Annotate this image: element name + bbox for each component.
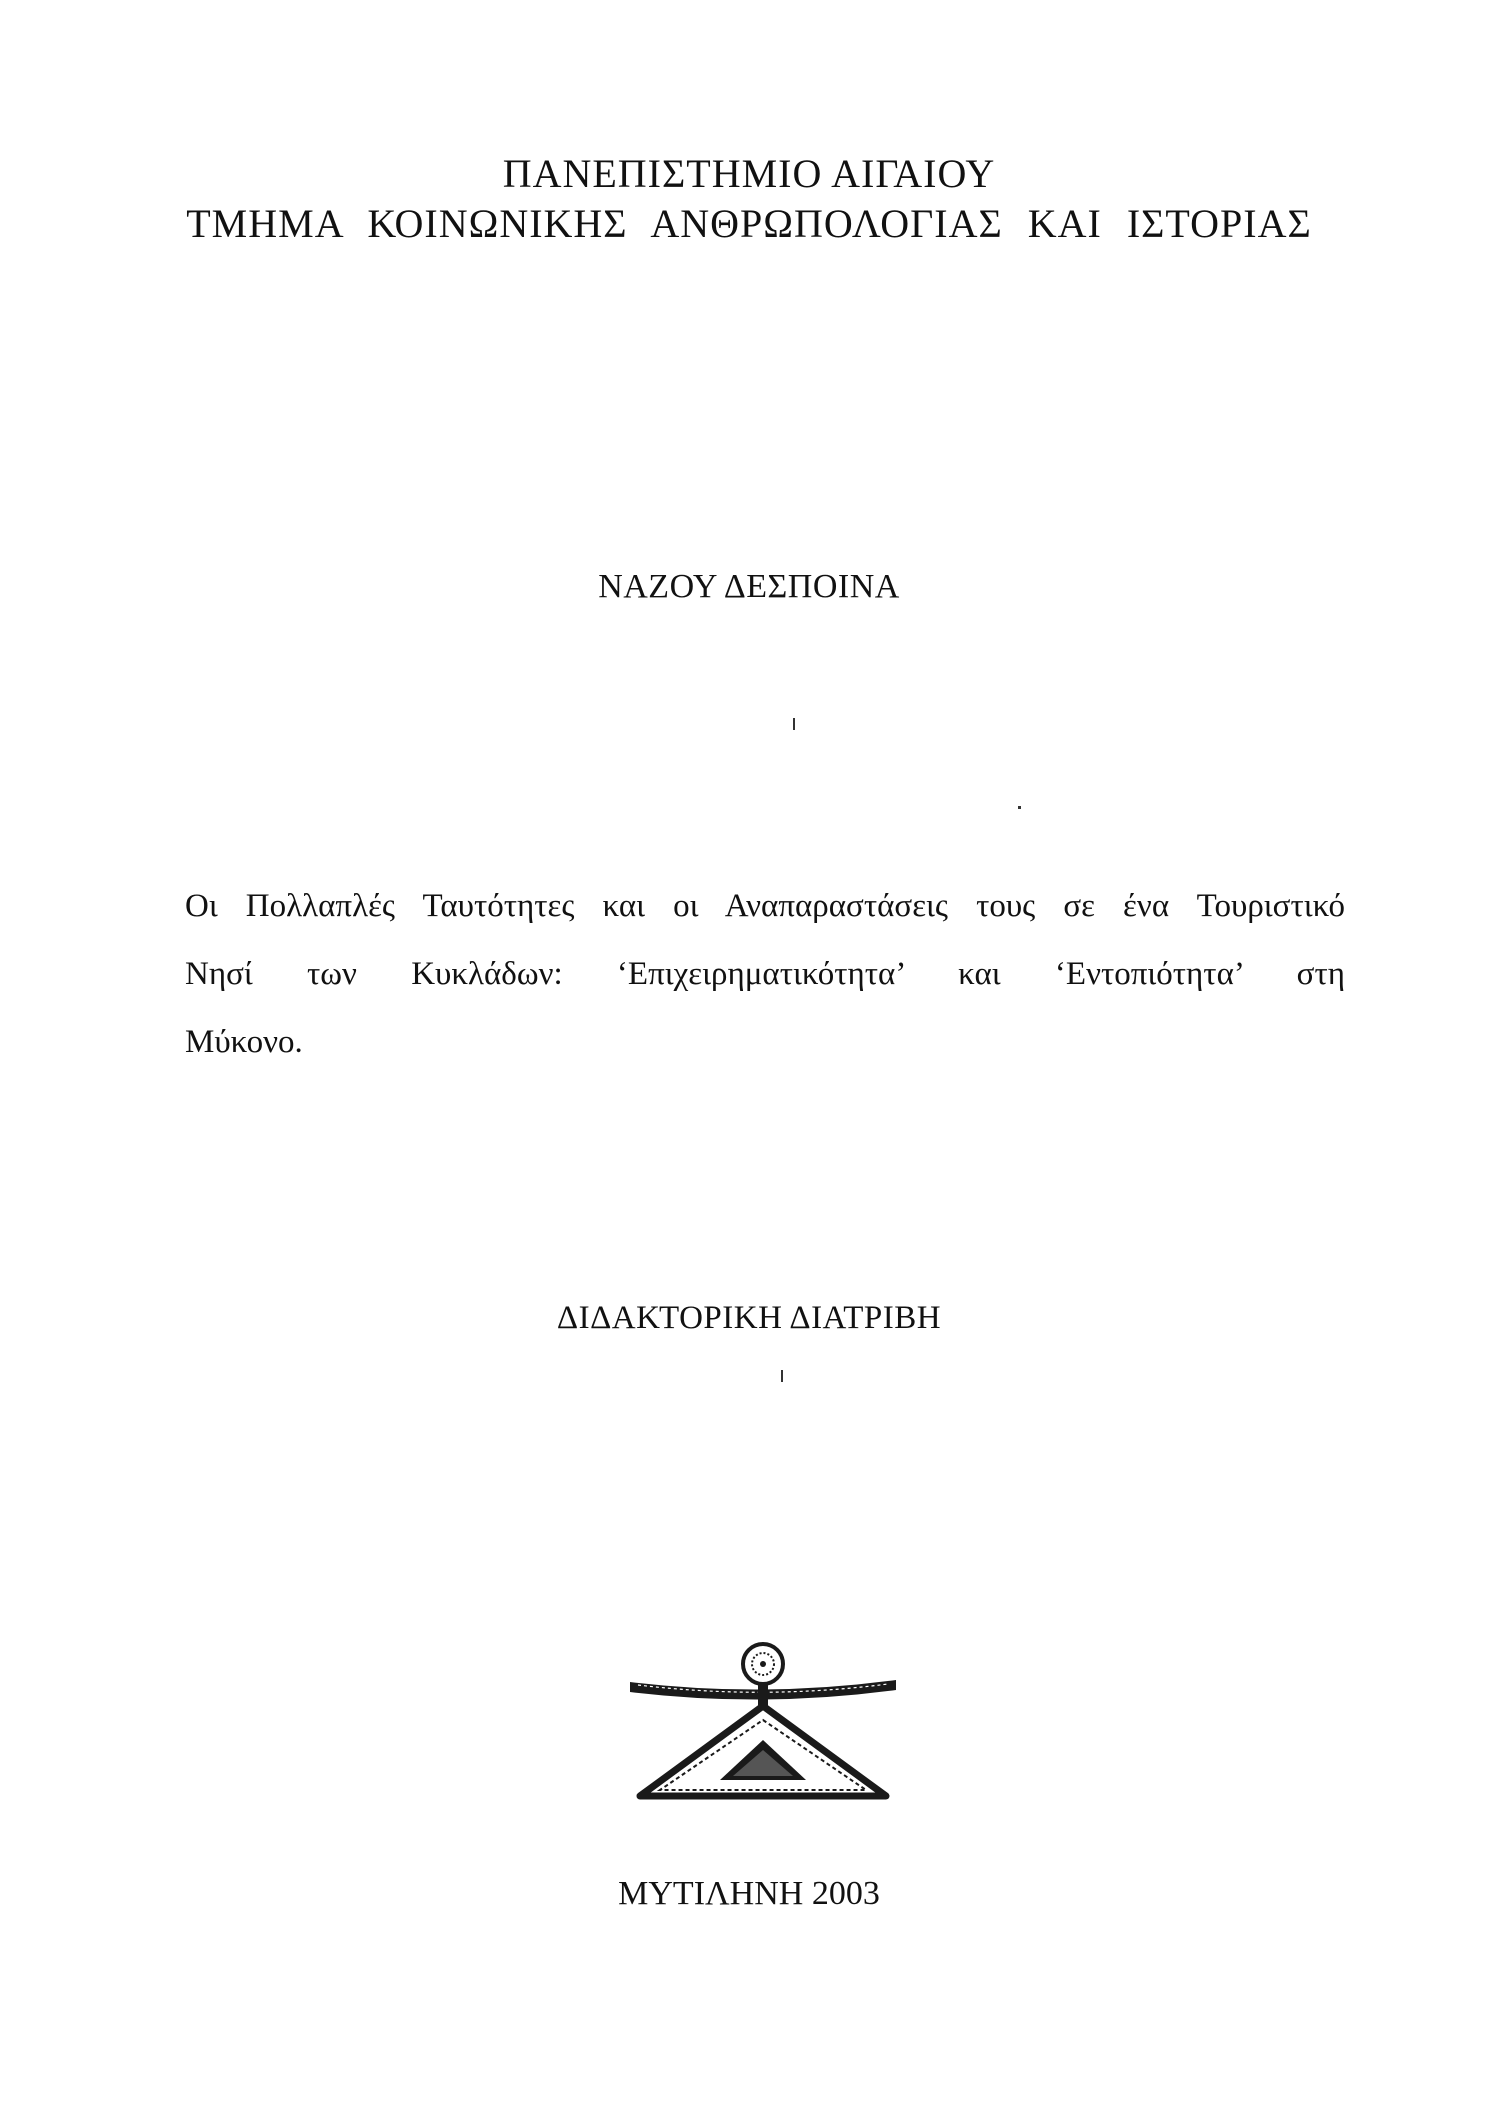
thesis-title (185, 872, 1345, 1076)
scan-speck (793, 718, 795, 730)
author-name: ΝΑΖΟΥ ΔΕΣΠΟΙΝΑ (598, 568, 900, 605)
document-type: ΔΙΔΑΚΤΟΡΙΚΗ ΔΙΑΤΡΙΒΗ (556, 1300, 942, 1336)
thesis-title-line: Μύκονο. (185, 1024, 303, 1060)
thesis-title-line: Νησί των Κυκλάδων: ‘Επιχειρηματικότητα’ και ‘Εντοπιότητα’ στη (185, 956, 1345, 992)
scan-speck (781, 1370, 783, 1382)
scan-speck (1018, 806, 1021, 809)
thesis-title-line: Οι Πολλαπλές Ταυτότητες και οι Αναπαραστάσεις τους σε ένα Τουριστικό (185, 888, 1345, 924)
department-name: ΤΜΗΜΑ ΚΟΙΝΩΝΙΚΗΣ ΑΝΘΡΩΠΟΛΟΓΙΑΣ ΚΑΙ ΙΣΤΟΡΙΑΣ (186, 201, 1312, 246)
place-and-year: ΜΥΤΙΛΗΝΗ 2003 (618, 1875, 880, 1912)
university-name: ΠΑΝΕΠΙΣΤΗΜΙΟ ΑΙΓΑΙΟΥ (502, 151, 996, 196)
university-of-aegean-emblem-icon (628, 1640, 898, 1800)
